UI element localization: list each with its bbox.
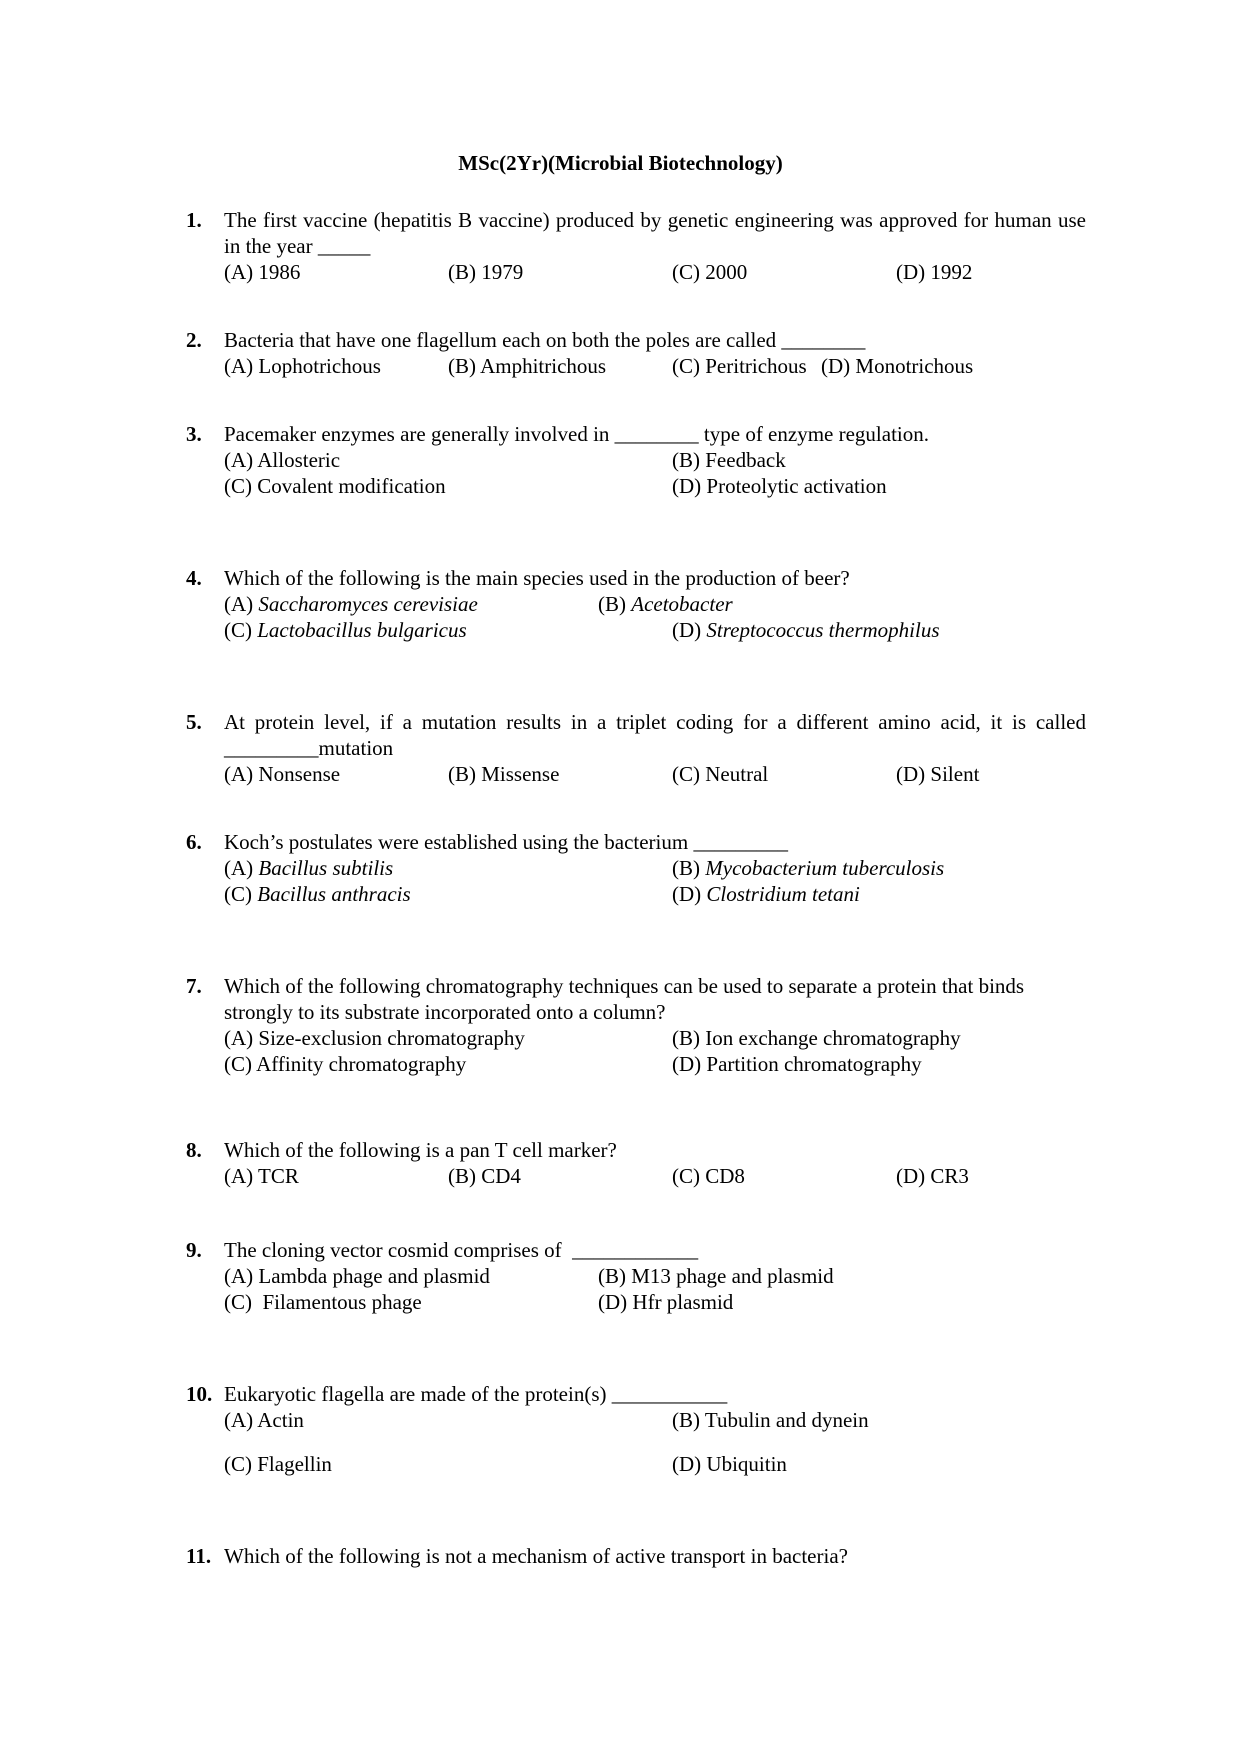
question-1 — [186, 207, 1086, 285]
option-b: (B) Missense — [448, 762, 560, 786]
options-row — [224, 591, 1086, 617]
option-c: (C) CD8 — [672, 1164, 745, 1188]
option-a: (A) 1986 — [224, 260, 301, 284]
option-a: (A) Saccharomyces cerevisiae — [224, 592, 478, 616]
options-row — [224, 617, 1086, 643]
options-row — [224, 761, 1086, 787]
option-b: (B) Ion exchange chromatography — [672, 1026, 961, 1050]
option-d: (D) 1992 — [896, 260, 973, 284]
options-row — [224, 1451, 1086, 1477]
question-stem: Which of the following is a pan T cell marker? — [224, 1138, 617, 1162]
option-a: (A) TCR — [224, 1164, 299, 1188]
option-a: (A) Lophotrichous — [224, 354, 381, 378]
option-d: (D) Clostridium tetani — [672, 882, 860, 906]
question-10 — [186, 1381, 1086, 1477]
question-stem: At protein level, if a mutation results in a triplet coding for a different amino acid, it is called _________mutation — [224, 710, 1086, 760]
question-number: 11. — [186, 1544, 212, 1568]
question-11 — [186, 1543, 1086, 1569]
question-stem: Eukaryotic flagella are made of the protein(s) ___________ — [224, 1382, 728, 1406]
option-c: (C) Covalent modification — [224, 474, 446, 498]
option-a: (A) Lambda phage and plasmid — [224, 1264, 490, 1288]
option-b: (B) Amphitrichous — [448, 354, 607, 378]
options-row — [224, 855, 1086, 881]
question-stem: Which of the following is the main species used in the production of beer? — [224, 566, 850, 590]
question-number: 3. — [186, 422, 202, 446]
option-a: (A) Size-exclusion chromatography — [224, 1026, 525, 1050]
options-row — [224, 1025, 1086, 1051]
option-d: (D) Monotrichous — [821, 354, 974, 378]
options-row — [224, 1407, 1086, 1433]
option-a: (A) Actin — [224, 1408, 304, 1432]
question-number: 6. — [186, 830, 202, 854]
question-2 — [186, 327, 1086, 379]
question-number: 4. — [186, 566, 202, 590]
page-title: MSc(2Yr)(Microbial Biotechnology) — [458, 151, 783, 175]
option-b: (B) CD4 — [448, 1164, 521, 1188]
question-stem: The cloning vector cosmid comprises of ____________ — [224, 1238, 699, 1262]
option-d: (D) Silent — [896, 762, 980, 786]
option-c: (C) Flagellin — [224, 1452, 332, 1476]
question-7 — [186, 973, 1086, 1077]
option-d: (D) Partition chromatography — [672, 1052, 922, 1076]
option-d: (D) Ubiquitin — [672, 1452, 787, 1476]
option-c: (C) Affinity chromatography — [224, 1052, 467, 1076]
options-row — [224, 473, 1086, 499]
option-c: (C) 2000 — [672, 260, 748, 284]
option-d: (D) Streptococcus thermophilus — [672, 618, 940, 642]
option-b: (B) Mycobacterium tuberculosis — [672, 856, 945, 880]
option-d: (D) CR3 — [896, 1164, 969, 1188]
options-row — [224, 1289, 1086, 1315]
option-b: (B) Feedback — [672, 448, 786, 472]
options-row — [224, 1263, 1086, 1289]
question-stem: Which of the following chromatography techniques can be used to separate a protein that binds strongly to its substrate incorporated onto a column? — [224, 974, 1025, 1024]
options-row — [224, 259, 1086, 285]
question-number: 9. — [186, 1238, 202, 1262]
question-number: 8. — [186, 1138, 202, 1162]
question-number: 7. — [186, 974, 202, 998]
question-stem: Pacemaker enzymes are generally involved in ________ type of enzyme regulation. — [224, 422, 929, 446]
options-row — [224, 1163, 1086, 1189]
option-d: (D) Hfr plasmid — [598, 1290, 734, 1314]
question-5 — [186, 709, 1086, 787]
option-c: (C) Filamentous phage — [224, 1290, 422, 1314]
option-a: (A) Nonsense — [224, 762, 341, 786]
question-stem: Which of the following is not a mechanism of active transport in bacteria? — [224, 1544, 848, 1568]
option-c: (C) Peritrichous — [672, 354, 807, 378]
option-c: (C) Bacillus anthracis — [224, 882, 411, 906]
question-stem: Koch’s postulates were established using the bacterium _________ — [224, 830, 788, 854]
question-number: 10. — [186, 1382, 213, 1406]
question-stem: Bacteria that have one flagellum each on both the poles are called ________ — [224, 328, 866, 352]
question-9 — [186, 1237, 1086, 1315]
question-number: 1. — [186, 208, 202, 232]
option-b: (B) M13 phage and plasmid — [598, 1264, 834, 1288]
option-d: (D) Proteolytic activation — [672, 474, 887, 498]
question-number: 2. — [186, 328, 202, 352]
question-stem: The first vaccine (hepatitis B vaccine) produced by genetic engineering was approved for human use in the year _____ — [224, 208, 1086, 258]
option-a: (A) Bacillus subtilis — [224, 856, 394, 880]
options-row — [224, 1051, 1086, 1077]
question-6 — [186, 829, 1086, 907]
option-b: (B) Acetobacter — [598, 592, 733, 616]
question-3 — [186, 421, 1086, 499]
option-a: (A) Allosteric — [224, 448, 341, 472]
option-b: (B) Tubulin and dynein — [672, 1408, 869, 1432]
options-row — [224, 447, 1086, 473]
question-number: 5. — [186, 710, 202, 734]
option-c: (C) Lactobacillus bulgaricus — [224, 618, 467, 642]
options-row — [224, 881, 1086, 907]
question-4 — [186, 565, 1086, 643]
option-c: (C) Neutral — [672, 762, 769, 786]
question-8 — [186, 1137, 1086, 1189]
option-b: (B) 1979 — [448, 260, 524, 284]
options-row — [224, 353, 1086, 379]
